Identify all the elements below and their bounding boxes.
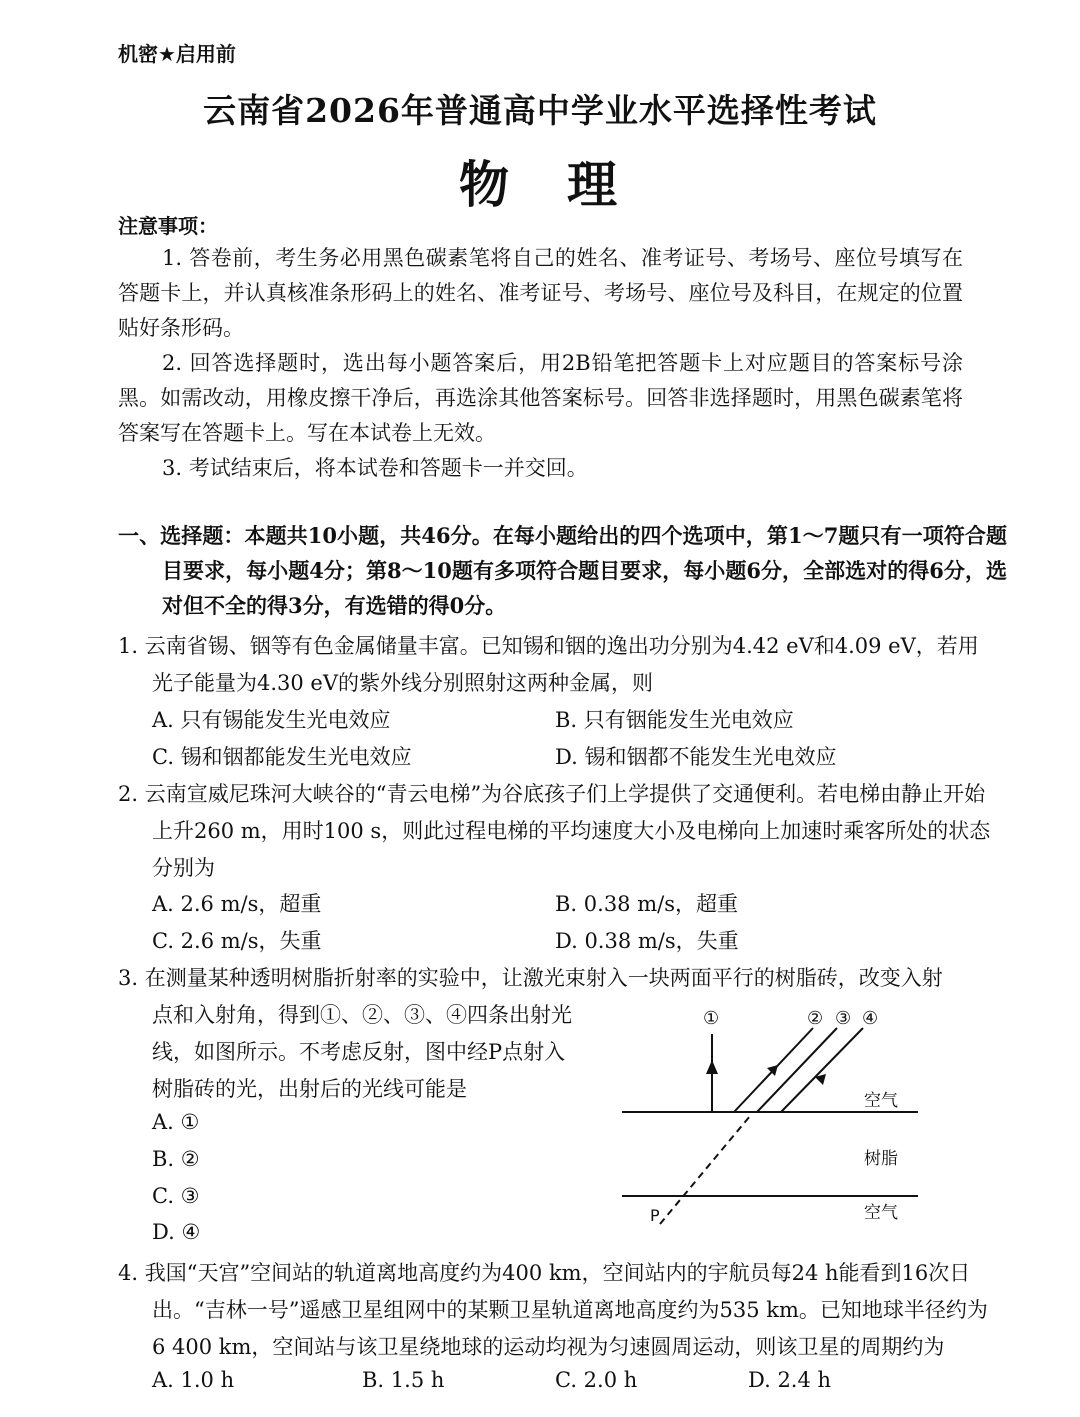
question-4-option-c: C. 2.0 h: [555, 1368, 638, 1392]
exam-title: 云南省2026年普通高中学业水平选择性考试: [203, 91, 877, 130]
question-1-option-b: B. 只有铟能发生光电效应: [555, 708, 794, 732]
region-label-air-top: 空气: [864, 1091, 898, 1111]
question-4-option-d: D. 2.4 h: [748, 1368, 832, 1392]
question-2-stem: 2. 云南宣威尼珠河大峡谷的“青云电梯”为谷底孩子们上学提供了交通便利。若电梯由静止开始上升260 m，用时100 s，则此过程电梯的平均速度大小及电梯向上加速时乘客所处的状态分别为: [118, 782, 991, 880]
question-3-option-d: D. ④: [152, 1220, 201, 1244]
region-label-resin: 树脂: [864, 1149, 898, 1169]
notice-item-1: 1. 答卷前，考生务必用黑色碳素笔将自己的姓名、准考证号、考场号、座位号填写在答题卡上，并认真核准条形码上的姓名、准考证号、考场号、座位号及科目，在规定的位置贴好条形码。: [118, 246, 963, 340]
section-heading: 一、选择题：本题共10小题，共46分。在每小题给出的四个选项中，第1～7题只有一项符合题目要求，每小题4分；第8～10题有多项符合题目要求，每小题6分，全部选对的得6分，选对但不全的得3分，有选错的得0分。: [118, 523, 1007, 618]
ray-label-3: ③: [835, 1008, 852, 1029]
ray-4-line: [781, 1028, 863, 1112]
question-3-stem-line-4: 树脂砖的光，出射后的光线可能是: [152, 1077, 467, 1101]
notice-heading: 注意事项：: [118, 214, 218, 238]
question-4-option-a: A. 1.0 h: [152, 1368, 235, 1392]
question-3-stem-line-3: 线，如图所示。不考虑反射，图中经P点射入: [152, 1040, 566, 1064]
subject-title: 物 理: [459, 155, 621, 214]
question-3-stem-line-1: 3. 在测量某种透明树脂折射率的实验中，让激光束射入一块两面平行的树脂砖，改变入射: [118, 966, 943, 990]
ray-label-4: ④: [862, 1008, 879, 1029]
region-label-air-bottom: 空气: [864, 1203, 898, 1223]
point-label-p: P: [650, 1206, 660, 1225]
notice-item-3: 3. 考试结束后，将本试卷和答题卡一并交回。: [162, 456, 588, 480]
question-4-option-b: B. 1.5 h: [362, 1368, 445, 1392]
incident-dashed-ray: [660, 1116, 750, 1224]
refraction-figure: [600, 998, 940, 1238]
ray-label-1: ①: [703, 1008, 720, 1029]
question-1-option-c: C. 锡和铟都能发生光电效应: [152, 745, 412, 769]
confidential-label: 机密★启用前: [118, 42, 236, 66]
question-4-stem: 4. 我国“天宫”空间站的轨道离地高度约为400 km，空间站内的宇航员每24 h能看到16次日出。“吉林一号”遥感卫星组网中的某颗卫星轨道离地高度约为535 km。已知地球半径约为6 400 km，空间站与该卫星绕地球的运动均视为匀速圆周运动，则该卫星的周期约为: [118, 1261, 988, 1359]
question-3-option-a: A. ①: [152, 1110, 200, 1134]
question-3-option-b: B. ②: [152, 1147, 200, 1171]
question-2-option-b: B. 0.38 m/s，超重: [555, 892, 738, 916]
ray-label-2: ②: [807, 1008, 824, 1029]
question-2-option-d: D. 0.38 m/s，失重: [555, 929, 739, 953]
question-2-option-a: A. 2.6 m/s，超重: [152, 892, 322, 916]
question-3-stem-line-2: 点和入射角，得到①、②、③、④四条出射光: [152, 1003, 572, 1027]
question-1-option-a: A. 只有锡能发生光电效应: [152, 708, 391, 732]
question-2-option-c: C. 2.6 m/s，失重: [152, 929, 322, 953]
question-1-option-d: D. 锡和铟都不能发生光电效应: [555, 745, 837, 769]
question-1-stem: 1. 云南省锡、铟等有色金属储量丰富。已知锡和铟的逸出功分别为4.42 eV和4.09 eV，若用光子能量为4.30 eV的紫外线分别照射这两种金属，则: [118, 634, 979, 695]
question-3-option-c: C. ③: [152, 1184, 200, 1208]
ray-1-arrow: [706, 1060, 718, 1074]
notice-item-2: 2. 回答选择题时，选出每小题答案后，用2B铅笔把答题卡上对应题目的答案标号涂黑。如需改动，用橡皮擦干净后，再选涂其他答案标号。回答非选择题时，用黑色碳素笔将答案写在答题卡上。写在本试卷上无效。: [118, 351, 963, 445]
